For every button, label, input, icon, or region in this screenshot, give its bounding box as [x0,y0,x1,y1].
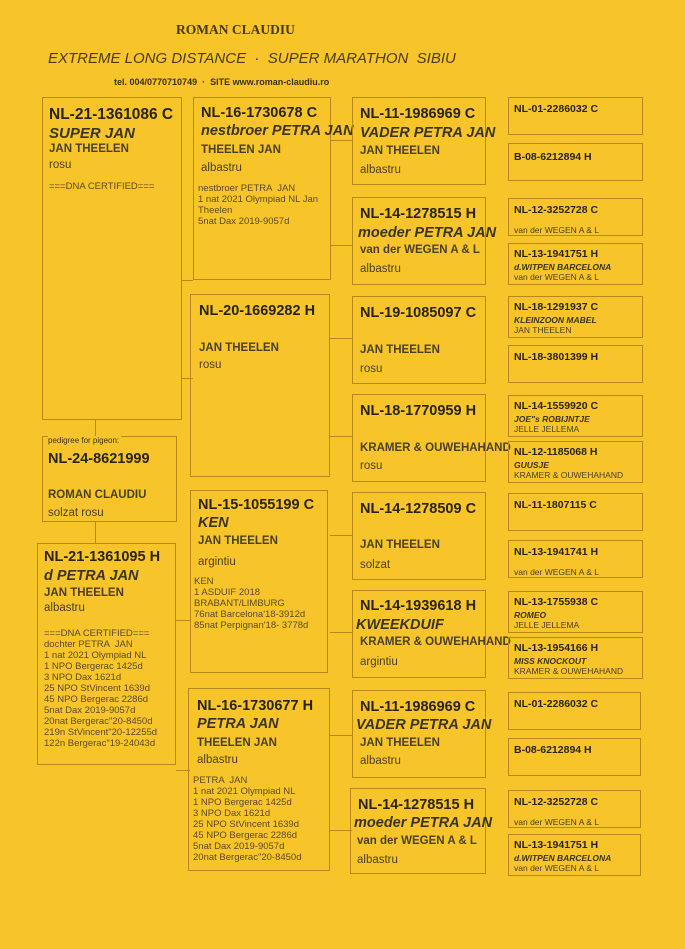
gg-grandparent-card[interactable] [508,637,643,679]
connector [330,735,352,736]
great-grandparent-ring: NL-14-1939618 H [360,598,477,614]
connector [95,420,96,436]
great-grandparent-name: VADER PETRA JAN [356,717,492,733]
great-grandparent-ring: NL-19-1085097 C [360,305,477,321]
connector [95,521,96,543]
connector [330,632,352,633]
great-grandparent-breeder: JAN THEELEN [360,145,440,157]
great-grandparent-breeder: van der WEGEN A & L [360,244,480,256]
great-grandparent-name: VADER PETRA JAN [360,125,496,141]
dam-name: d PETRA JAN [44,568,139,584]
subject-ring: NL-24-8621999 [48,451,150,467]
connector [330,436,352,437]
gg-grandparent-breeder: JAN THEELEN [514,325,572,335]
great-grandparent-color: albastru [360,755,401,767]
header-slogan: EXTREME LONG DISTANCE · SUPER MARATHON SIBIU [48,50,456,67]
grandparent-color: argintiu [198,556,236,568]
sire-breeder: JAN THEELEN [49,143,129,155]
great-grandparent-card[interactable] [352,197,497,285]
gg-grandparent-breeder: van der WEGEN A & L [514,225,600,235]
great-grandparent-breeder: KRAMER & OUWEHAHAND [360,636,511,648]
great-grandparent-color: albastru [357,854,398,866]
great-grandparent-color: rosu [360,460,383,472]
gg-grandparent-card[interactable] [508,198,643,236]
great-grandparent-name: moeder PETRA JAN [354,815,493,831]
gg-grandparent-breeder: van der WEGEN A & L [514,817,600,827]
great-grandparent-breeder: van der WEGEN A & L [357,835,477,847]
grandparent-notes: PETRA JAN 1 nat 2021 Olympiad NL 1 NPO Bergerac 1425d 3 NPO Dax 1621d 25 NPO StVincent 1639d 45 NPO Bergerac 2286d 5nat Dax 2019-9057d 20nat Bergerac"20-8450d [193,775,302,863]
gg-grandparent-card[interactable] [508,790,641,828]
great-grandparent-ring: NL-11-1986969 C [360,699,476,715]
connector [330,830,352,831]
great-grandparent-ring: NL-14-1278515 H [358,797,475,813]
great-grandparent-card[interactable] [352,296,486,384]
gg-grandparent-breeder: van der WEGEN A & L [514,863,600,873]
grandparent-name: nestbroer PETRA JAN [201,123,354,139]
gg-grandparent-ring: NL-12-1185068 H [514,446,598,458]
gg-grandparent-card[interactable] [508,738,641,776]
sire-name: SUPER JAN [49,125,135,142]
dam-notes: ===DNA CERTIFIED=== dochter PETRA JAN 1 nat 2021 Olympiad NL 1 NPO Bergerac 1425d 3 NPO Dax 1621d 25 NPO StVincent 1639d 45 NPO Bergerac 2286d 5nat Dax 2019-9057d 20nat Bergerac"20-8450d 219n StVincent"20-12255d 122n Bergerac"19-24043d [44,628,158,749]
gg-grandparent-ring: NL-14-1559920 C [514,400,599,412]
subject-card[interactable] [42,436,177,522]
gg-grandparent-ring: NL-13-1941751 H [514,248,599,260]
grandparent-notes: nestbroer PETRA JAN 1 nat 2021 Olympiad NL Jan Theelen 5nat Dax 2019-9057d [198,183,319,227]
grandparent-name: PETRA JAN [197,716,279,732]
sire-notes: ===DNA CERTIFIED=== [49,181,155,192]
gg-grandparent-name: d.WITPEN BARCELONA [514,262,612,272]
great-grandparent-name: KWEEKDUIF [356,617,444,633]
gg-grandparent-card[interactable] [508,395,643,437]
grandparent-color: albastru [201,162,242,174]
grandparent-card[interactable] [190,490,328,673]
gg-grandparent-ring: NL-11-1807115 C [514,499,597,511]
subject-color: solzat rosu [48,507,104,519]
gg-grandparent-ring: NL-13-1755938 C [514,596,599,608]
gg-grandparent-ring: NL-01-2286032 C [514,103,599,115]
great-grandparent-color: rosu [360,363,383,375]
great-grandparent-color: albastru [360,263,401,275]
gg-grandparent-name: MISS KNOCKOUT [514,656,587,666]
gg-grandparent-ring: NL-01-2286032 C [514,698,599,710]
header-name: ROMAN CLAUDIU [176,22,295,37]
gg-grandparent-card[interactable] [508,441,643,483]
grandparent-name: KEN [198,515,229,531]
gg-grandparent-ring: NL-13-1941751 H [514,839,599,851]
grandparent-ring: NL-16-1730678 C [201,105,318,121]
connector [330,535,352,536]
gg-grandparent-ring: NL-18-1291937 C [514,301,599,313]
sire-color: rosu [49,159,72,171]
great-grandparent-ring: NL-11-1986969 C [360,106,476,122]
grandparent-breeder: THEELEN JAN [197,737,277,749]
grandparent-breeder: JAN THEELEN [199,342,279,354]
sire-card[interactable] [42,97,182,420]
gg-grandparent-card[interactable] [508,97,643,135]
great-grandparent-breeder: KRAMER & OUWEHAHAND [360,442,511,454]
connector [176,620,190,621]
grandparent-card[interactable] [190,294,330,477]
great-grandparent-color: argintiu [360,656,398,668]
gg-grandparent-breeder: KRAMER & OUWEHAHAND [514,470,624,480]
great-grandparent-ring: NL-14-1278515 H [360,206,477,222]
dam-ring: NL-21-1361095 H [44,549,161,565]
connector [330,140,352,141]
great-grandparent-color: solzat [360,559,391,571]
gg-grandparent-ring: NL-13-1941741 H [514,546,599,558]
great-grandparent-card[interactable] [352,97,496,185]
grandparent-ring: NL-16-1730677 H [197,698,314,714]
grandparent-ring: NL-15-1055199 C [198,497,315,513]
great-grandparent-card[interactable] [350,788,493,874]
gg-grandparent-ring: NL-18-3801399 H [514,351,599,363]
grandparent-breeder: THEELEN JAN [201,144,281,156]
gg-grandparent-card[interactable] [508,296,643,338]
gg-grandparent-breeder: van der WEGEN A & L [514,567,600,577]
gg-grandparent-card[interactable] [508,493,643,531]
connector [330,338,352,339]
header-contact: tel. 004/0770710749 · SITE www.roman-claudiu.ro [114,77,330,87]
gg-grandparent-name: ROMEO [514,610,547,620]
gg-grandparent-card[interactable] [508,834,641,876]
gg-grandparent-ring: NL-13-1954166 H [514,642,599,654]
dam-color: albastru [44,602,85,614]
great-grandparent-name: moeder PETRA JAN [358,225,497,241]
gg-grandparent-breeder: KRAMER & OUWEHAHAND [514,666,624,676]
gg-grandparent-card[interactable] [508,591,643,633]
great-grandparent-breeder: JAN THEELEN [360,539,440,551]
great-grandparent-ring: NL-14-1278509 C [360,501,477,517]
dam-card[interactable] [37,543,176,765]
gg-grandparent-ring: NL-12-3252728 C [514,796,599,808]
gg-grandparent-name: JOE"s ROBIJNTJE [514,414,590,424]
gg-grandparent-ring: B-08-6212894 H [514,151,592,163]
grandparent-notes: KEN 1 ASDUIF 2018 BRABANT/LIMBURG 76nat Barcelona'18-3912d 85nat Perpignan'18- 3778d [194,576,309,631]
gg-grandparent-card[interactable] [508,540,643,578]
great-grandparent-card[interactable] [352,394,511,482]
great-grandparent-breeder: JAN THEELEN [360,344,440,356]
subject-breeder: ROMAN CLAUDIU [48,489,147,501]
grandparent-breeder: JAN THEELEN [198,535,278,547]
gg-grandparent-breeder: JELLE JELLEMA [514,424,580,434]
gg-grandparent-ring: B-08-6212894 H [514,744,592,756]
gg-grandparent-card[interactable] [508,345,643,383]
great-grandparent-breeder: JAN THEELEN [360,737,440,749]
great-grandparent-card[interactable] [352,590,511,678]
gg-grandparent-name: d.WITPEN BARCELONA [514,853,612,863]
gg-grandparent-name: GUUSJE [514,460,549,470]
gg-grandparent-card[interactable] [508,243,643,285]
gg-grandparent-card[interactable] [508,143,643,181]
gg-grandparent-breeder: van der WEGEN A & L [514,272,600,282]
great-grandparent-ring: NL-18-1770959 H [360,403,477,419]
grandparent-color: rosu [199,359,222,371]
great-grandparent-card[interactable] [352,690,492,778]
sire-ring: NL-21-1361086 C [49,106,174,123]
connector [182,280,193,281]
grandparent-card[interactable] [188,688,330,871]
gg-grandparent-breeder: JELLE JELLEMA [514,620,580,630]
gg-grandparent-card[interactable] [508,692,641,730]
gg-grandparent-ring: NL-12-3252728 C [514,204,599,216]
grandparent-card[interactable] [193,97,354,280]
connector [330,245,352,246]
great-grandparent-color: albastru [360,164,401,176]
gg-grandparent-name: KLEINZOON MABEL [514,315,597,325]
dam-breeder: JAN THEELEN [44,587,124,599]
grandparent-color: albastru [197,754,238,766]
grandparent-ring: NL-20-1669282 H [199,303,316,319]
subject-caption: pedigree for pigeon: [48,436,120,445]
great-grandparent-card[interactable] [352,492,486,580]
